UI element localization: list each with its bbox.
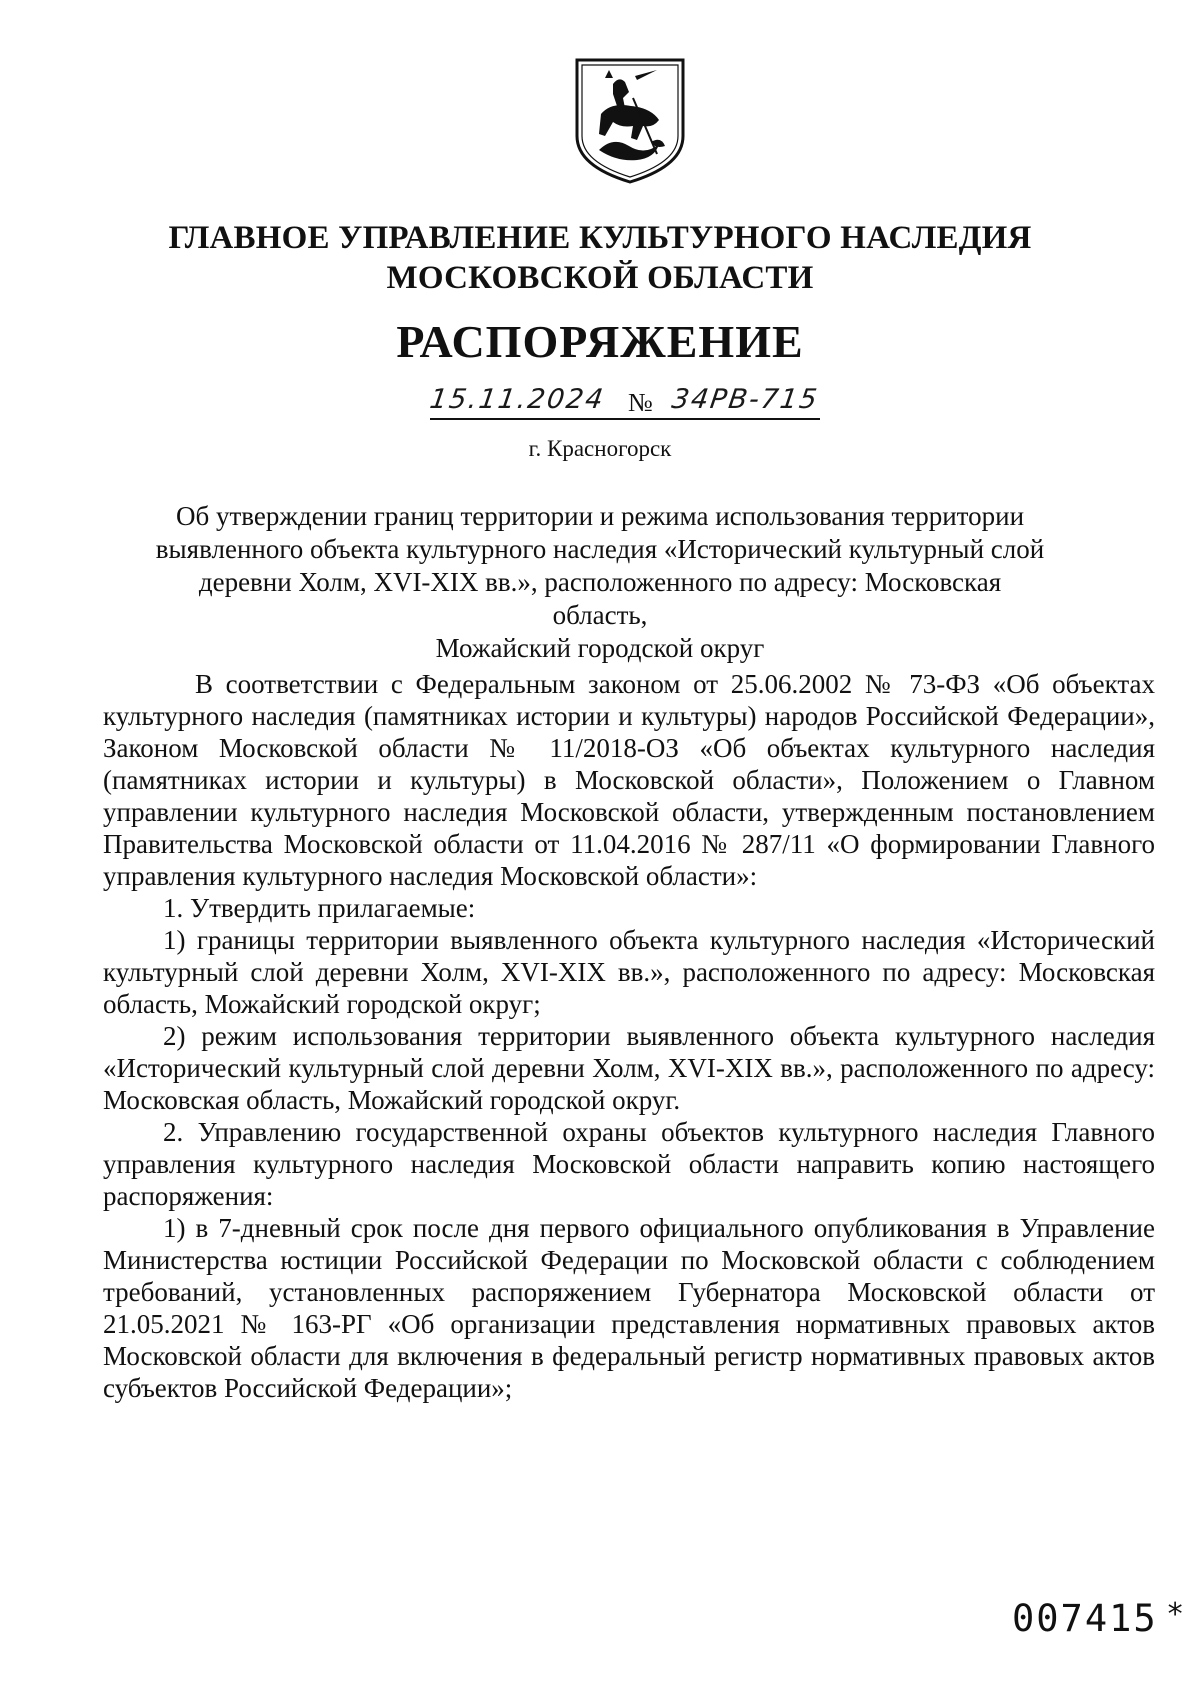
clause-1: 1. Утвердить прилагаемые: [163,893,476,923]
document-title-line-3: деревни Холм, XVI-XIX вв.», расположенного по адресу: Московская область, [198,567,1002,630]
organization-name-line-1: ГЛАВНОЕ УПРАВЛЕНИЕ КУЛЬТУРНОГО НАСЛЕДИЯ [168,220,1032,256]
organization-name-line-2: МОСКОВСКОЙ ОБЛАСТИ [386,260,814,296]
document-title-line-1: Об утверждении границ территории и режима использования территории [175,501,1025,531]
serial-number: 007415 [1012,1597,1158,1640]
clause-2: 2. Управлению государственной охраны объектов культурного наследия Главного управления культурного наследия Московской области направить копию настоящего распоряжения: [103,1117,1155,1211]
registration-date: 15.11.2024 [427,384,607,415]
registration-underline [430,418,820,420]
serial-number-stamp [1012,1597,1185,1640]
document-title-line-4: Можайский городской округ [435,633,765,663]
document-title [150,500,1050,665]
document-type: РАСПОРЯЖЕНИЕ [396,316,804,367]
registration-number: 34РВ-715 [669,384,821,415]
organization-name [160,218,1040,298]
city-of-issue: г. Красногорск [528,436,672,461]
registration-number-label: № [628,388,653,417]
preamble-paragraph: В соответствии с Федеральным законом от 25.06.2002 № 73-ФЗ «Об объектах культурного наследия (памятниках истории и культуры) народов Российской Федерации», Законом Московской области № 11/2018-ОЗ «Об объектах культурного наследия (памятниках истории и культуры) в Московской области», Положением о Главном управлении культурного наследия Московской области, утвержденным постановлением Правительства Московской области от 11.04.2016 № 287/11 «О формировании Главного управления культурного наследия Московской области»: [103,669,1155,891]
clause-1-item-2: 2) режим использования территории выявленного объекта культурного наследия «Исторический культурный слой деревни Холм, XVI-XIX вв.», расположенного по адресу: Московская область, Можайский городской округ. [103,1021,1155,1115]
clause-1-item-1: 1) границы территории выявленного объекта культурного наследия «Исторический культурный слой деревни Холм, XVI-XIX вв.», расположенного по адресу: Московская область, Можайский городской округ; [103,925,1155,1019]
document-body [103,668,1155,1404]
serial-mark: * [1167,1597,1185,1632]
registration-line [400,382,820,426]
document-title-line-2: выявленного объекта культурного наследия «Исторический культурный слой [155,534,1045,564]
clause-2-item-1: 1) в 7-дневный срок после дня первого официального опубликования в Управление Министерства юстиции Российской Федерации по Московской области с соблюдением требований, установленных распоряжением Губернатора Московской области от 21.05.2021 № 163-РГ «Об организации представления нормативных правовых актов Московской области для включения в федеральный регистр нормативных правовых актов субъектов Российской Федерации»; [103,1213,1155,1403]
moscow-oblast-coat-of-arms-icon [571,54,689,186]
